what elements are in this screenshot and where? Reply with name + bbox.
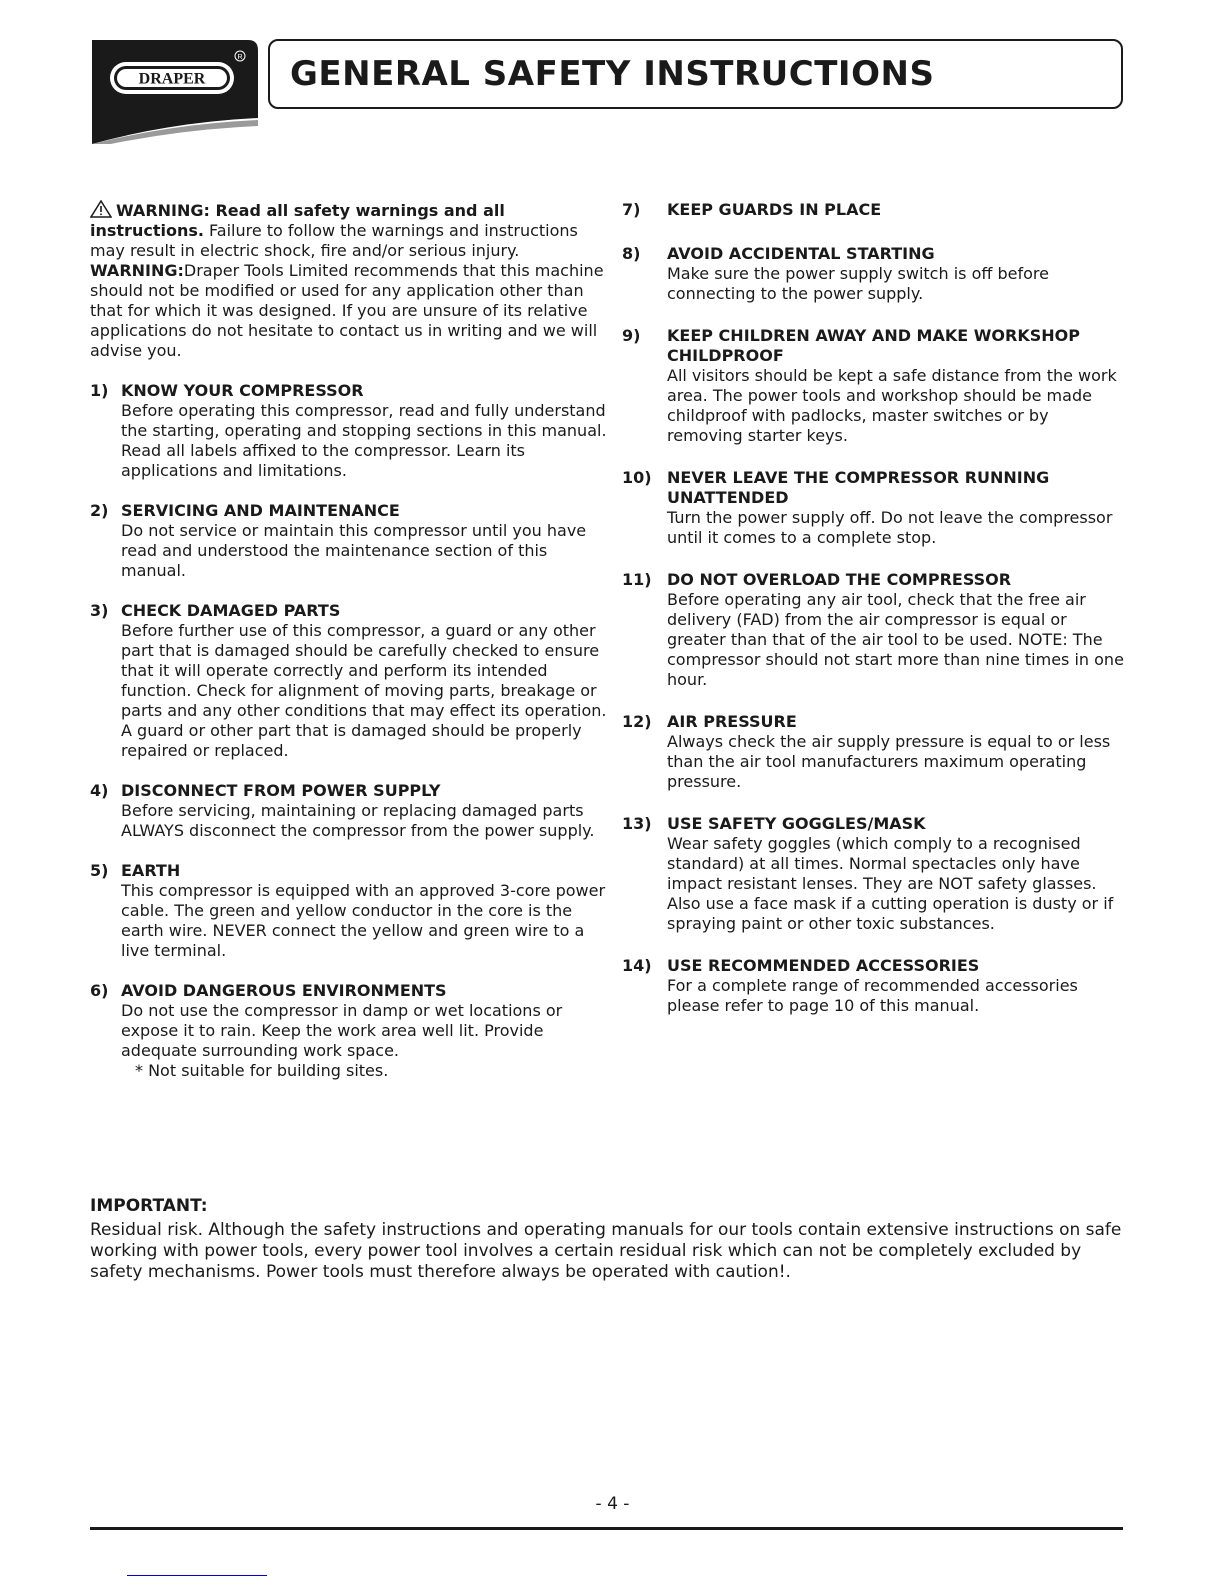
item-number: 13) xyxy=(622,814,652,833)
item-body: For a complete range of recommended accessories please refer to page 10 of this manual. xyxy=(667,976,1078,1015)
item-heading: CHECK DAMAGED PARTS xyxy=(121,601,341,620)
item-number: 12) xyxy=(622,712,652,731)
item-number: 8) xyxy=(622,244,641,263)
safety-item-1 xyxy=(90,381,610,481)
item-heading: EARTH xyxy=(121,861,181,880)
item-number: 14) xyxy=(622,956,652,975)
warning-paragraph-2 xyxy=(90,261,610,361)
item-heading: SERVICING AND MAINTENANCE xyxy=(121,501,400,520)
safety-item-4 xyxy=(90,781,610,841)
item-heading: KEEP CHILDREN AWAY AND MAKE WORKSHOP CHILDPROOF xyxy=(667,326,1080,365)
svg-text:R: R xyxy=(237,54,243,61)
draper-logo xyxy=(92,40,258,144)
item-number: 5) xyxy=(90,861,109,880)
warning-1-bold: WARNING: Read all safety warnings and all instructions. xyxy=(90,201,505,240)
item-heading: AVOID ACCIDENTAL STARTING xyxy=(667,244,935,263)
item-body: Before servicing, maintaining or replacing damaged parts ALWAYS disconnect the compressor from the power supply. xyxy=(121,801,595,840)
item-heading: AVOID DANGEROUS ENVIRONMENTS xyxy=(121,981,447,1000)
item-body: Do not service or maintain this compressor until you have read and understood the maintenance section of this manual. xyxy=(121,521,587,580)
item-heading: KNOW YOUR COMPRESSOR xyxy=(121,381,364,400)
hyperlink-underline[interactable] xyxy=(127,1575,267,1576)
item-body: All visitors should be kept a safe distance from the work area. The power tools and workshop should be made childproof with padlocks, master switches or by removing starter keys. xyxy=(667,366,1117,445)
warning-2-text: Draper Tools Limited recommends that this machine should not be modified or used for any application other than that for which it was designed. If you are unsure of its relative applications do not hesitate to contact us in writing and we will advise you. xyxy=(90,261,604,360)
item-heading: DO NOT OVERLOAD THE COMPRESSOR xyxy=(667,570,1012,589)
brand-name: DRAPER xyxy=(138,70,206,88)
item-body: Make sure the power supply switch is off before connecting to the power supply. xyxy=(667,264,1049,303)
item-number: 1) xyxy=(90,381,109,400)
item-heading: DISCONNECT FROM POWER SUPPLY xyxy=(121,781,441,800)
item-body: Wear safety goggles (which comply to a recognised standard) at all times. Normal spectacles only have impact resistant lenses. They are NOT safety glasses. Also use a face mask if a cutting operation is dusty or if spraying paint or other toxic substances. xyxy=(667,834,1114,933)
item-body: Before operating any air tool, check that the free air delivery (FAD) from the air compressor is equal or greater than that of the air tool to be used. NOTE: The compressor should not start more than nine times in one hour. xyxy=(667,590,1124,689)
item-body: Before further use of this compressor, a guard or any other part that is damaged should be carefully checked to ensure that it will operate correctly and perform its intended function. Check for alignment of moving parts, breakage or parts and any other conditions that may effect its operation. A guard or other part that is damaged should be properly repaired or replaced. xyxy=(121,621,607,760)
footer-divider xyxy=(90,1527,1123,1530)
important-text: Residual risk. Although the safety instructions and operating manuals for our tools contain extensive instructions on safe working with power tools, every power tool involves a certain residual risk which can not be completely excluded by safety mechanisms. Power tools must therefore always be operated with caution!. xyxy=(90,1220,1122,1282)
item-heading: AIR PRESSURE xyxy=(667,712,797,731)
safety-item-6 xyxy=(90,981,610,1081)
safety-item-10 xyxy=(622,468,1127,548)
left-column xyxy=(90,200,610,1081)
safety-item-3 xyxy=(90,601,610,761)
item-number: 10) xyxy=(622,468,652,487)
item-body: Before operating this compressor, read and fully understand the starting, operating and stopping sections in this manual. Read all labels affixed to the compressor. Learn its applications and limitations. xyxy=(121,401,607,480)
item-heading: USE RECOMMENDED ACCESSORIES xyxy=(667,956,980,975)
item-number: 9) xyxy=(622,326,641,345)
safety-item-13 xyxy=(622,814,1127,934)
right-column xyxy=(622,200,1127,1016)
safety-item-11 xyxy=(622,570,1127,690)
item-body: Always check the air supply pressure is equal to or less than the air tool manufacturers maximum operating pressure. xyxy=(667,732,1111,791)
item-number: 3) xyxy=(90,601,109,620)
item-note: * Not suitable for building sites. xyxy=(135,1061,389,1080)
safety-item-14 xyxy=(622,956,1127,1016)
item-body: Turn the power supply off. Do not leave the compressor until it comes to a complete stop. xyxy=(667,508,1113,547)
safety-item-5 xyxy=(90,861,610,961)
item-number: 11) xyxy=(622,570,652,589)
warning-1-text: Failure to follow the warnings and instructions may result in electric shock, fire and/or serious injury. xyxy=(90,221,578,260)
important-label: IMPORTANT: xyxy=(90,1196,208,1216)
important-notice xyxy=(90,1196,1130,1283)
item-body: Do not use the compressor in damp or wet locations or expose it to rain. Keep the work area well lit. Provide adequate surrounding work space. xyxy=(121,1001,563,1060)
item-number: 6) xyxy=(90,981,109,1000)
safety-item-2 xyxy=(90,501,610,581)
safety-item-7 xyxy=(622,200,1127,220)
page-title-box xyxy=(268,39,1123,109)
safety-item-12 xyxy=(622,712,1127,792)
warning-2-bold: WARNING: xyxy=(90,261,184,280)
intro-warnings xyxy=(90,200,610,361)
item-number: 7) xyxy=(622,200,641,219)
item-body: This compressor is equipped with an approved 3-core power cable. The green and yellow conductor in the core is the earth wire. NEVER connect the yellow and green wire to a live terminal. xyxy=(121,881,606,960)
safety-item-8 xyxy=(622,244,1127,304)
item-heading: NEVER LEAVE THE COMPRESSOR RUNNING UNATTENDED xyxy=(667,468,1050,507)
item-number: 4) xyxy=(90,781,109,800)
safety-item-9 xyxy=(622,326,1127,446)
warning-paragraph-1 xyxy=(90,200,610,261)
page-title: GENERAL SAFETY INSTRUCTIONS xyxy=(290,54,935,94)
item-heading: KEEP GUARDS IN PLACE xyxy=(667,200,882,219)
item-number: 2) xyxy=(90,501,109,520)
warning-triangle-icon xyxy=(90,200,112,218)
item-heading: USE SAFETY GOGGLES/MASK xyxy=(667,814,926,833)
page-number: - 4 - xyxy=(595,1494,630,1514)
